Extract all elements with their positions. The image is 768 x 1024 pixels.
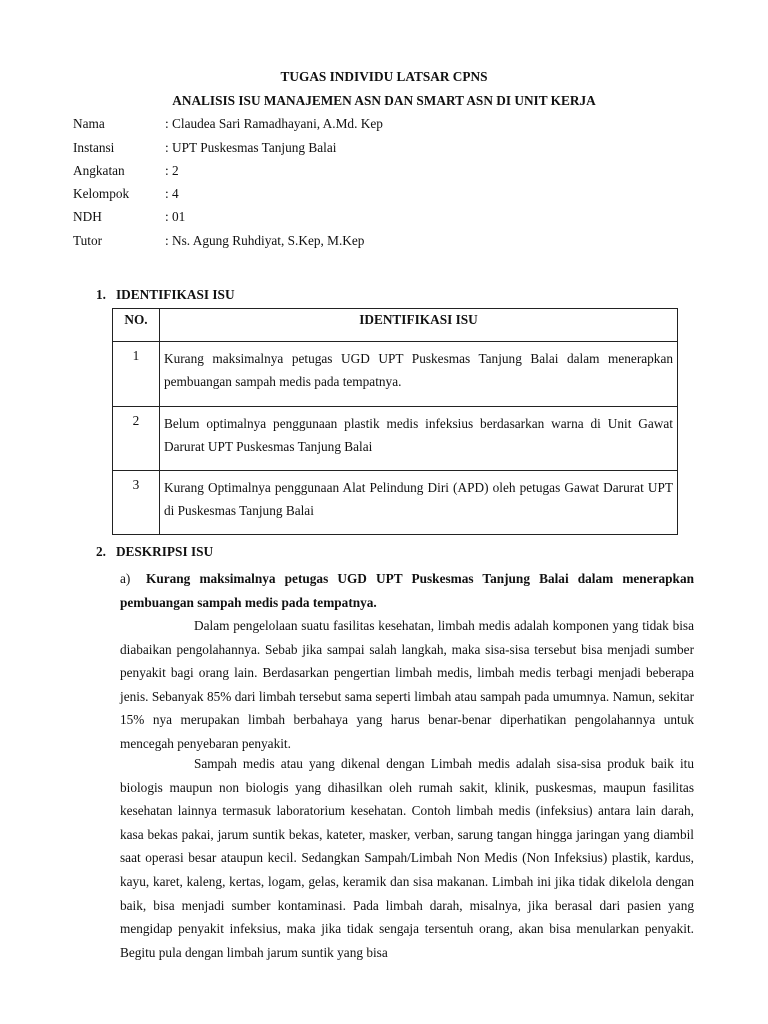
document-subtitle: ANALISIS ISU MANAJEMEN ASN DAN SMART ASN DI UNIT KERJA xyxy=(172,93,596,108)
table-header-isu: IDENTIFIKASI ISU xyxy=(160,309,678,342)
table-header-row xyxy=(113,309,678,342)
section1-heading: 1. IDENTIFIKASI ISU xyxy=(96,287,235,302)
issue-table xyxy=(112,308,678,535)
paragraph-2-text: Sampah medis atau yang dikenal dengan Limbah medis adalah sisa-sisa produk baik itu biologis maupun non biologis yang dihasilkan oleh rumah sakit, klinik, puskesmas, maupun fasilitas kesehatan lainnya termasuk laboratorium kesehatan. Contoh limbah medis (infeksius) antara lain darah, kasa bekas pakai, jarum suntik bekas, kateter, masker, verban, sarung tangan hingga jaringan yang diambil saat operasi besar ataupun kecil. Sedangkan Sampah/Limbah Non Medis (Non Infeksius) plastik, kardus, kayu, karet, kaleng, kertas, logam, gelas, keramik dan sisa makanan. Limbah ini jika tidak dikelola dengan baik, bisa menjadi sumber kontaminasi. Pada limbah darah, misalnya, jika berasal dari pasien yang mengidap penyakit infeksius, maka jika tidak sengaja tersentuh orang, akan bisa menularkan penyakit. Begitu pula dengan limbah jarum suntik yang bisa xyxy=(120,756,694,960)
subsection-title-text: Kurang maksimalnya petugas UGD UPT Puskesmas Tanjung Balai dalam menerapkan pembuangan sampah medis pada tempatnya. xyxy=(120,571,694,610)
identity-label-kelompok: Kelompok xyxy=(73,186,130,201)
identity-label-angkatan: Angkatan xyxy=(73,163,125,178)
document-title: TUGAS INDIVIDU LATSAR CPNS xyxy=(280,69,488,84)
paragraph-1 xyxy=(120,614,694,756)
identity-label-ndh: NDH xyxy=(73,209,102,224)
paragraph-2 xyxy=(120,752,694,964)
identity-value-kelompok: : 4 xyxy=(165,186,179,201)
table-cell-no: 3 xyxy=(113,471,160,535)
table-row xyxy=(113,342,678,407)
identity-value-tutor: : Ns. Agung Ruhdiyat, S.Kep, M.Kep xyxy=(165,233,365,248)
subsection-marker: a) xyxy=(120,571,131,586)
table-cell-isu: Kurang Optimalnya penggunaan Alat Pelindung Diri (APD) oleh petugas Gawat Darurat UPT di Puskesmas Tanjung Balai xyxy=(160,471,678,535)
table-row xyxy=(113,407,678,471)
table-row xyxy=(113,471,678,535)
identity-label-tutor: Tutor xyxy=(73,233,103,248)
identity-value-ndh: : 01 xyxy=(165,209,186,224)
identity-value-angkatan: : 2 xyxy=(165,163,179,178)
identity-label-instansi: Instansi xyxy=(73,140,115,155)
table-cell-no: 2 xyxy=(113,407,160,471)
identity-value-instansi: : UPT Puskesmas Tanjung Balai xyxy=(165,140,337,155)
section2-heading: 2. DESKRIPSI ISU xyxy=(96,544,214,559)
table-cell-isu: Kurang maksimalnya petugas UGD UPT Puskesmas Tanjung Balai dalam menerapkan pembuangan sampah medis pada tempatnya. xyxy=(160,342,678,407)
identity-label-nama: Nama xyxy=(73,116,105,131)
table-header-no: NO. xyxy=(113,309,160,342)
table-cell-isu: Belum optimalnya penggunaan plastik medis infeksius berdasarkan warna di Unit Gawat Darurat UPT Puskesmas Tanjung Balai xyxy=(160,407,678,471)
identity-value-nama: : Claudea Sari Ramadhayani, A.Md. Kep xyxy=(165,116,383,131)
table-cell-no: 1 xyxy=(113,342,160,407)
paragraph-1-text: Dalam pengelolaan suatu fasilitas kesehatan, limbah medis adalah komponen yang tidak bisa diabaikan pengolahannya. Sebab jika sampai salah langkah, maka sisa-sisa tersebut bisa menjadi sumber penyakit bagi orang lain. Berdasarkan pengertian limbah medis, limbah medis terbagi menjadi beberapa jenis. Sebanyak 85% dari limbah tersebut sama seperti limbah atau sampah pada umumnya. Namun, sekitar 15% nya merupakan limbah berbahaya yang harus benar-benar diperhatikan pengolahannya untuk mencegah penyebaran penyakit. xyxy=(120,618,694,751)
subsection-a-title xyxy=(120,567,694,614)
